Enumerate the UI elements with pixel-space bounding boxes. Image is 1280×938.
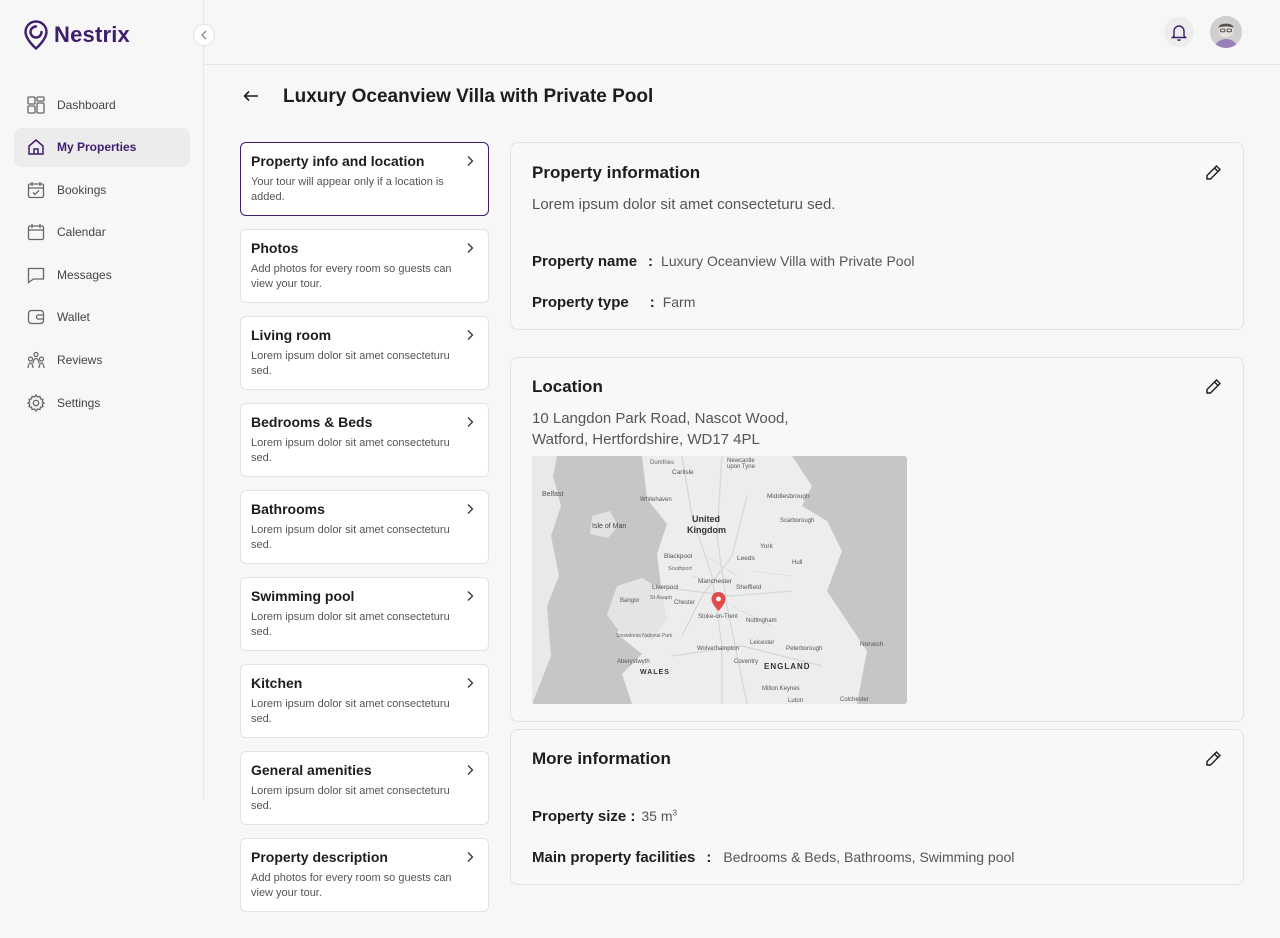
chevron-right-icon	[464, 329, 476, 341]
sidebar-item-my-properties[interactable]	[14, 128, 190, 167]
svg-text:Milton Keynes: Milton Keynes	[762, 686, 800, 692]
reviews-icon	[26, 350, 46, 370]
wallet-icon	[26, 307, 46, 327]
property-size-number: 35 m	[641, 808, 673, 824]
bell-icon	[1171, 23, 1187, 41]
sidebar-collapse-button[interactable]	[193, 24, 215, 46]
svg-text:Stoke-on-Trent: Stoke-on-Trent	[698, 614, 738, 620]
pencil-icon	[1205, 750, 1222, 767]
svg-text:Kingdom: Kingdom	[687, 525, 726, 535]
sidebar-item-label: Reviews	[57, 353, 103, 368]
sidebar-nav	[14, 85, 190, 426]
property-size-row	[532, 808, 677, 825]
svg-text:Chester: Chester	[674, 600, 696, 606]
chevron-right-icon	[464, 851, 476, 863]
sidebar-item-wallet[interactable]	[14, 298, 190, 337]
svg-text:Whitehaven: Whitehaven	[640, 497, 672, 503]
separator: :	[706, 849, 712, 866]
step-bedrooms-beds[interactable]	[240, 403, 489, 477]
address-line-1: 10 Langdon Park Road, Nascot Wood,	[532, 410, 789, 427]
address	[532, 408, 789, 450]
arrow-left-icon	[243, 90, 259, 102]
chevron-right-icon	[464, 764, 476, 776]
chevron-right-icon	[464, 677, 476, 689]
svg-text:York: York	[760, 543, 773, 550]
panel-subtitle: Lorem ipsum dolor sit amet consecteturu sed.	[532, 196, 836, 213]
calendar-icon	[26, 222, 46, 242]
property-type-value: Farm	[662, 294, 696, 310]
chevron-right-icon	[464, 503, 476, 515]
map-label-belfast: Belfast	[542, 491, 564, 498]
chevron-right-icon	[464, 416, 476, 428]
property-size-label: Property size :	[532, 808, 636, 825]
home-icon	[26, 137, 46, 157]
sidebar-item-label: Settings	[57, 395, 101, 410]
brand-logo[interactable]	[24, 20, 130, 50]
pin-logo-icon	[24, 20, 48, 50]
step-title: General amenities	[251, 762, 372, 778]
message-icon	[26, 265, 46, 285]
svg-text:Scarborough: Scarborough	[780, 518, 815, 524]
step-description: Lorem ipsum dolor sit amet consecteturu sed.	[251, 785, 450, 812]
step-description: Lorem ipsum dolor sit amet consecteturu sed.	[251, 350, 450, 377]
location-map[interactable]	[532, 456, 907, 704]
svg-text:Hull: Hull	[792, 560, 803, 566]
svg-text:ENGLAND: ENGLAND	[764, 662, 811, 671]
svg-text:Peterborough: Peterborough	[786, 646, 823, 652]
sidebar-item-label: Wallet	[57, 310, 90, 325]
svg-text:Luton: Luton	[788, 698, 804, 704]
sidebar-item-label: My Properties	[57, 140, 137, 155]
property-info-panel	[510, 142, 1244, 330]
dashboard-icon	[26, 95, 46, 115]
sidebar-item-label: Calendar	[57, 225, 106, 240]
step-description: Add photos for every room so guests can view your tour.	[251, 263, 452, 290]
svg-text:Norwich: Norwich	[860, 641, 884, 648]
svg-text:Manchester: Manchester	[698, 578, 732, 585]
step-description: Your tour will appear only if a location is added.	[251, 176, 444, 203]
step-title: Kitchen	[251, 675, 303, 691]
back-button[interactable]	[241, 86, 261, 106]
sidebar	[0, 0, 204, 800]
property-name-row	[532, 253, 914, 270]
svg-text:St Asaph: St Asaph	[650, 595, 673, 601]
panel-title: More information	[532, 749, 671, 768]
separator: :	[648, 253, 654, 270]
step-kitchen[interactable]	[240, 664, 489, 738]
svg-text:Snowdonia National Park: Snowdonia National Park	[616, 633, 673, 639]
chevron-right-icon	[464, 590, 476, 602]
step-title: Swimming pool	[251, 588, 355, 604]
step-title: Property info and location	[251, 153, 425, 169]
location-panel	[510, 357, 1244, 722]
calendar-check-icon	[26, 180, 46, 200]
svg-text:Nottingham: Nottingham	[746, 618, 777, 624]
map-image	[532, 456, 907, 704]
step-bathrooms[interactable]	[240, 490, 489, 564]
sidebar-item-label: Messages	[57, 267, 112, 282]
svg-text:Leicester: Leicester	[750, 640, 775, 646]
step-title: Photos	[251, 240, 299, 256]
chevron-right-icon	[464, 155, 476, 167]
gear-icon	[26, 393, 46, 413]
svg-text:Dumfries: Dumfries	[650, 460, 675, 466]
step-title: Bathrooms	[251, 501, 325, 517]
pencil-icon	[1205, 378, 1222, 395]
svg-text:Blackpool: Blackpool	[664, 553, 693, 560]
svg-text:Newcastle: Newcastle	[727, 458, 755, 464]
step-title: Property description	[251, 849, 388, 865]
svg-text:Wolverhampton: Wolverhampton	[697, 646, 739, 652]
svg-text:Sheffield: Sheffield	[736, 584, 762, 591]
page-title: Luxury Oceanview Villa with Private Pool	[283, 86, 654, 107]
step-property-info[interactable]	[240, 142, 489, 216]
step-list	[240, 142, 489, 925]
step-swimming-pool[interactable]	[240, 577, 489, 651]
step-description: Lorem ipsum dolor sit amet consecteturu sed.	[251, 524, 450, 551]
avatar-image	[1210, 16, 1242, 48]
step-description: Lorem ipsum dolor sit amet consecteturu sed.	[251, 437, 450, 464]
step-general-amenities[interactable]	[240, 751, 489, 825]
step-title: Bedrooms & Beds	[251, 414, 373, 430]
svg-text:Carlisle: Carlisle	[672, 469, 694, 476]
svg-text:Southport: Southport	[668, 566, 692, 572]
facilities-row	[532, 849, 1014, 866]
sidebar-item-bookings[interactable]	[14, 170, 190, 209]
svg-text:Middlesbrough: Middlesbrough	[767, 493, 810, 500]
svg-text:Liverpool: Liverpool	[652, 584, 679, 591]
property-type-label: Property type	[532, 294, 629, 311]
svg-text:upon Tyne: upon Tyne	[727, 464, 755, 470]
sidebar-item-label: Bookings	[57, 182, 107, 197]
svg-text:Aberystwyth: Aberystwyth	[617, 659, 650, 665]
step-living-room[interactable]	[240, 316, 489, 390]
facilities-value: Bedrooms & Beds, Bathrooms, Swimming pool	[723, 849, 1015, 865]
panel-title: Location	[532, 377, 603, 396]
svg-text:Leeds: Leeds	[737, 555, 755, 562]
svg-text:Coventry: Coventry	[734, 659, 759, 665]
step-description: Lorem ipsum dolor sit amet consecteturu sed.	[251, 611, 450, 638]
facilities-label: Main property facilities	[532, 849, 696, 866]
property-size-value	[641, 808, 677, 824]
sidebar-item-dashboard[interactable]	[14, 85, 190, 124]
svg-text:Colchester: Colchester	[840, 697, 869, 703]
brand-name: Nestrix	[54, 22, 130, 47]
step-photos[interactable]	[240, 229, 489, 303]
chevron-left-icon	[200, 30, 208, 40]
edit-more-info-button[interactable]	[1203, 748, 1223, 768]
sidebar-item-messages[interactable]	[14, 255, 190, 294]
property-name-value: Luxury Oceanview Villa with Private Pool	[661, 253, 915, 269]
svg-text:WALES: WALES	[640, 669, 670, 676]
edit-property-info-button[interactable]	[1203, 162, 1223, 182]
separator: :	[649, 294, 655, 311]
sidebar-item-settings[interactable]	[14, 383, 190, 422]
edit-location-button[interactable]	[1203, 376, 1223, 396]
svg-text:United: United	[692, 514, 720, 524]
topbar	[204, 0, 1280, 65]
user-avatar[interactable]	[1210, 16, 1242, 48]
more-info-panel	[510, 729, 1244, 885]
notifications-button[interactable]	[1164, 17, 1194, 47]
pencil-icon	[1205, 164, 1222, 181]
svg-text:Isle of Man: Isle of Man	[592, 523, 627, 530]
property-name-label: Property name	[532, 253, 638, 270]
step-property-description[interactable]	[240, 838, 489, 912]
address-line-2: Watford, Hertfordshire, WD17 4PL	[532, 431, 760, 448]
sidebar-item-calendar[interactable]	[14, 213, 190, 252]
step-description: Lorem ipsum dolor sit amet consecteturu sed.	[251, 698, 450, 725]
step-description: Add photos for every room so guests can view your tour.	[251, 872, 452, 899]
svg-text:Bangor: Bangor	[620, 598, 640, 604]
panel-title: Property information	[532, 163, 701, 182]
property-type-row	[532, 294, 695, 311]
property-size-unit: 3	[672, 808, 677, 818]
sidebar-item-reviews[interactable]	[14, 341, 190, 380]
chevron-right-icon	[464, 242, 476, 254]
step-title: Living room	[251, 327, 332, 343]
sidebar-item-label: Dashboard	[57, 97, 116, 112]
